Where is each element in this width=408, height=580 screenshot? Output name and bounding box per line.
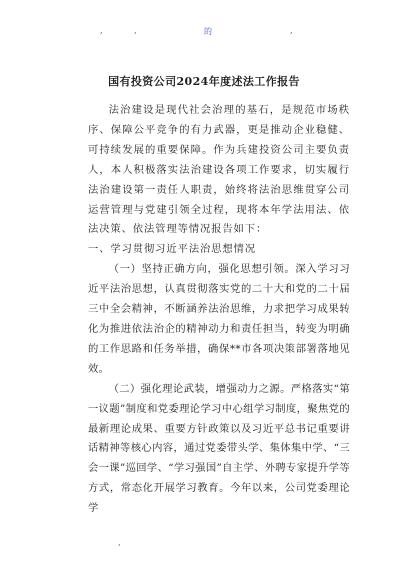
document-body xyxy=(88,101,350,519)
body-paragraph: （二）强化理论武装，增强动力之源。严格落实“第一议题”制度和党委理论学习中心组学习制度，聚焦党的最新理论成果、重要方针政策以及习近平总书记重要讲话精神等核心内容，通过党委带头学、集体集中学、“三会一课”巡回学、“学习强国”自主学、外聘专家提升学等方式，常态化开展学习教育。今年以来，公司党委理论学 xyxy=(88,382,350,515)
header-mark: , xyxy=(290,26,293,35)
footer-mark: , xyxy=(118,538,121,547)
body-paragraph: （一）坚持正确方向，强化思想引领。深入学习习近平法治思想，认真贯彻落实党的二十大和党的二十届三中全会精神，不断涵养法治思维，力求把学习成果转化为推进依法治企的精神动力和责任担当，转变为明确的工作思路和任务举措，确保**市各项决策部署落地见效。 xyxy=(88,263,350,375)
header-mark: , xyxy=(100,26,103,35)
header-mark: , xyxy=(134,26,137,35)
intro-paragraph: 法治建设是现代社会治理的基石，是规范市场秩序、保障公平竞争的有力武器，更是推动企业稳健、可持续发展的重要保障。作为兵建投资公司主要负责人，本人积极落实法治建设各项工作要求，切实履行法治建设第一责任人职责，始终将法治思维贯穿公司运营管理与党建引领全过程，现将本年学法用法、依法决策、依法管理等情况报告如下： xyxy=(88,104,350,236)
header-marks xyxy=(0,26,408,38)
header-mark: 的 xyxy=(204,27,212,36)
section-heading: 一、学习贯彻习近平法治思想情况 xyxy=(88,243,256,256)
document-title: 国有投资公司2024年度述法工作报告 xyxy=(108,75,300,88)
